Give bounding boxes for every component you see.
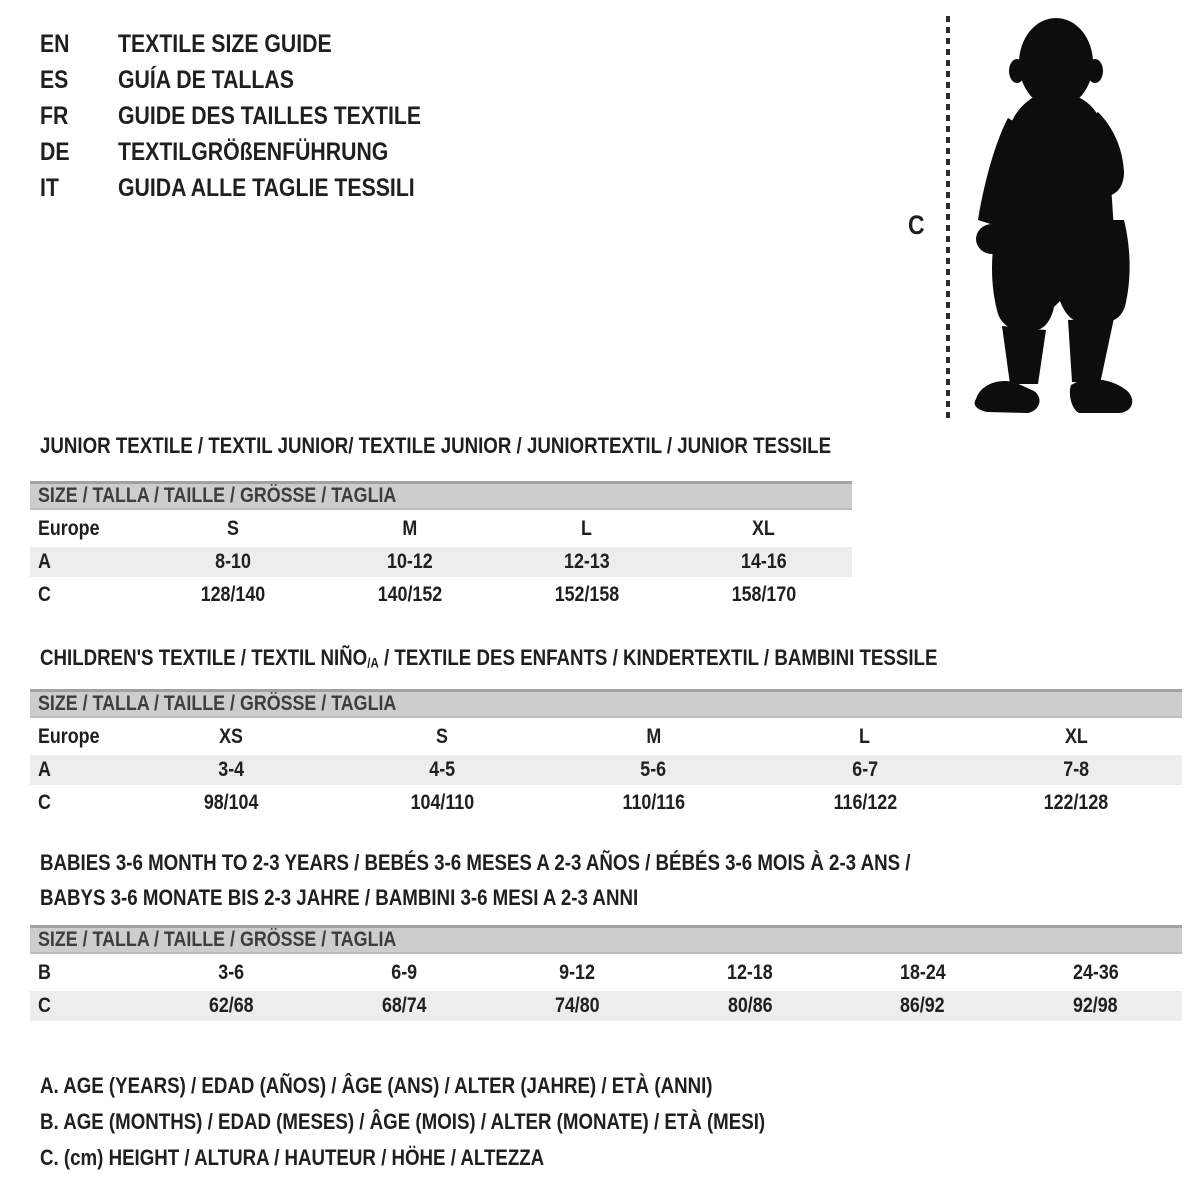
age-value: 5-6 [640, 758, 667, 781]
height-value: 152/158 [554, 583, 620, 606]
month-value: 24-36 [1072, 961, 1119, 984]
size-value: XL [752, 517, 776, 540]
height-value: 80/86 [727, 994, 773, 1017]
size-value: S [436, 725, 449, 748]
size-value: L [859, 725, 871, 748]
size-value: M [646, 725, 661, 748]
size-value: XL [1064, 725, 1088, 748]
table-row-height [30, 788, 1182, 818]
height-measure-dashed-line [946, 16, 950, 418]
age-value: 7-8 [1063, 758, 1090, 781]
language-row [40, 170, 475, 206]
height-value: 158/170 [731, 583, 796, 606]
month-value: 12-18 [727, 961, 773, 984]
size-header-bar [30, 689, 1182, 718]
month-value: 6-9 [391, 961, 418, 984]
age-value: 4-5 [429, 758, 455, 781]
language-code: EN [40, 29, 70, 58]
height-value: 98/104 [203, 791, 258, 814]
size-header-bar [30, 481, 852, 510]
size-value: XS [218, 725, 243, 748]
height-value: 116/122 [833, 791, 897, 814]
legend-note-a: A. AGE (YEARS) / EDAD (AÑOS) / ÂGE (ANS) / ALTER (JAHRE) / ETÀ (ANNI) [40, 1073, 713, 1098]
language-row [40, 134, 475, 170]
age-value: 6-7 [851, 758, 878, 781]
height-value: 74/80 [554, 994, 600, 1017]
table-row-height [30, 580, 852, 610]
size-value: S [227, 517, 240, 540]
legend-notes [40, 1068, 893, 1176]
height-value: 110/116 [622, 791, 685, 814]
language-row [40, 26, 475, 62]
age-value: 8-10 [215, 550, 252, 573]
row-label: C [38, 583, 51, 606]
babies-section-title-line1: BABIES 3-6 MONTH TO 2-3 YEARS / BEBÉS 3-6 MESES A 2-3 AÑOS / BÉBÉS 3-6 MOIS À 2-3 ANS / [40, 850, 911, 875]
gender-subscript: /A [367, 655, 379, 671]
table-row-months [30, 958, 1182, 988]
table-row-age [30, 755, 1182, 785]
children-section-title: CHILDREN'S TEXTILE / TEXTIL NIÑO/A / TEXTILE DES ENFANTS / KINDERTEXTIL / BAMBINI TESSILE [40, 645, 938, 671]
language-code: ES [40, 65, 69, 94]
row-label: C [38, 791, 51, 814]
language-title: GUIDA ALLE TAGLIE TESSILI [118, 173, 415, 202]
language-title: TEXTILGRÖßENFÜHRUNG [118, 137, 389, 166]
language-title-list [40, 26, 475, 206]
junior-section-title: JUNIOR TEXTILE / TEXTIL JUNIOR/ TEXTILE JUNIOR / JUNIORTEXTIL / JUNIOR TESSILE [40, 433, 832, 458]
language-code: DE [40, 137, 70, 166]
height-measure-label: C [908, 210, 925, 240]
month-value: 9-12 [559, 961, 595, 984]
size-value: M [402, 517, 418, 540]
height-value: 62/68 [209, 994, 254, 1017]
month-value: 18-24 [899, 961, 946, 984]
language-code: FR [40, 101, 69, 130]
language-title: GUÍA DE TALLAS [118, 65, 294, 94]
height-value: 122/128 [1044, 791, 1109, 814]
height-value: 92/98 [1073, 994, 1118, 1017]
age-value: 14-16 [740, 550, 787, 573]
baby-silhouette-icon [968, 14, 1144, 418]
height-value: 68/74 [381, 994, 427, 1017]
month-value: 3-6 [218, 961, 245, 984]
junior-size-table [30, 481, 852, 613]
size-value: L [581, 517, 593, 540]
legend-note-b: B. AGE (MONTHS) / EDAD (MESES) / ÂGE (MOIS) / ALTER (MONATE) / ETÀ (MESI) [40, 1109, 766, 1134]
height-value: 128/140 [201, 583, 266, 606]
language-row [40, 98, 475, 134]
language-title: TEXTILE SIZE GUIDE [118, 29, 332, 58]
row-label: A [38, 550, 51, 573]
age-value: 10-12 [387, 550, 433, 573]
age-value: 3-4 [217, 758, 244, 781]
height-value: 104/110 [410, 791, 474, 814]
language-row [40, 62, 475, 98]
table-row-europe [30, 722, 1182, 752]
height-value: 140/152 [377, 583, 443, 606]
table-row-europe [30, 514, 852, 544]
children-size-table [30, 689, 1182, 821]
size-header-bar [30, 925, 1182, 954]
table-row-height [30, 991, 1182, 1021]
size-header-label: SIZE / TALLA / TAILLE / GRÖSSE / TAGLIA [38, 484, 397, 507]
height-value: 86/92 [900, 994, 946, 1017]
size-header-label: SIZE / TALLA / TAILLE / GRÖSSE / TAGLIA [38, 692, 397, 715]
size-header-label: SIZE / TALLA / TAILLE / GRÖSSE / TAGLIA [38, 928, 397, 951]
babies-section-title-line2: BABYS 3-6 MONATE BIS 2-3 JAHRE / BAMBINI 3-6 MESI A 2-3 ANNI [40, 885, 639, 910]
language-title: GUIDE DES TAILLES TEXTILE [118, 101, 422, 130]
language-code: IT [40, 173, 59, 202]
row-label: C [38, 994, 51, 1017]
babies-size-table [30, 925, 1182, 1024]
row-label: Europe [38, 517, 100, 540]
legend-note-c: C. (cm) HEIGHT / ALTURA / HAUTEUR / HÖHE / ALTEZZA [40, 1145, 545, 1170]
row-label: B [38, 961, 51, 984]
age-value: 12-13 [564, 550, 610, 573]
row-label: Europe [38, 725, 100, 748]
table-row-age [30, 547, 852, 577]
row-label: A [38, 758, 51, 781]
